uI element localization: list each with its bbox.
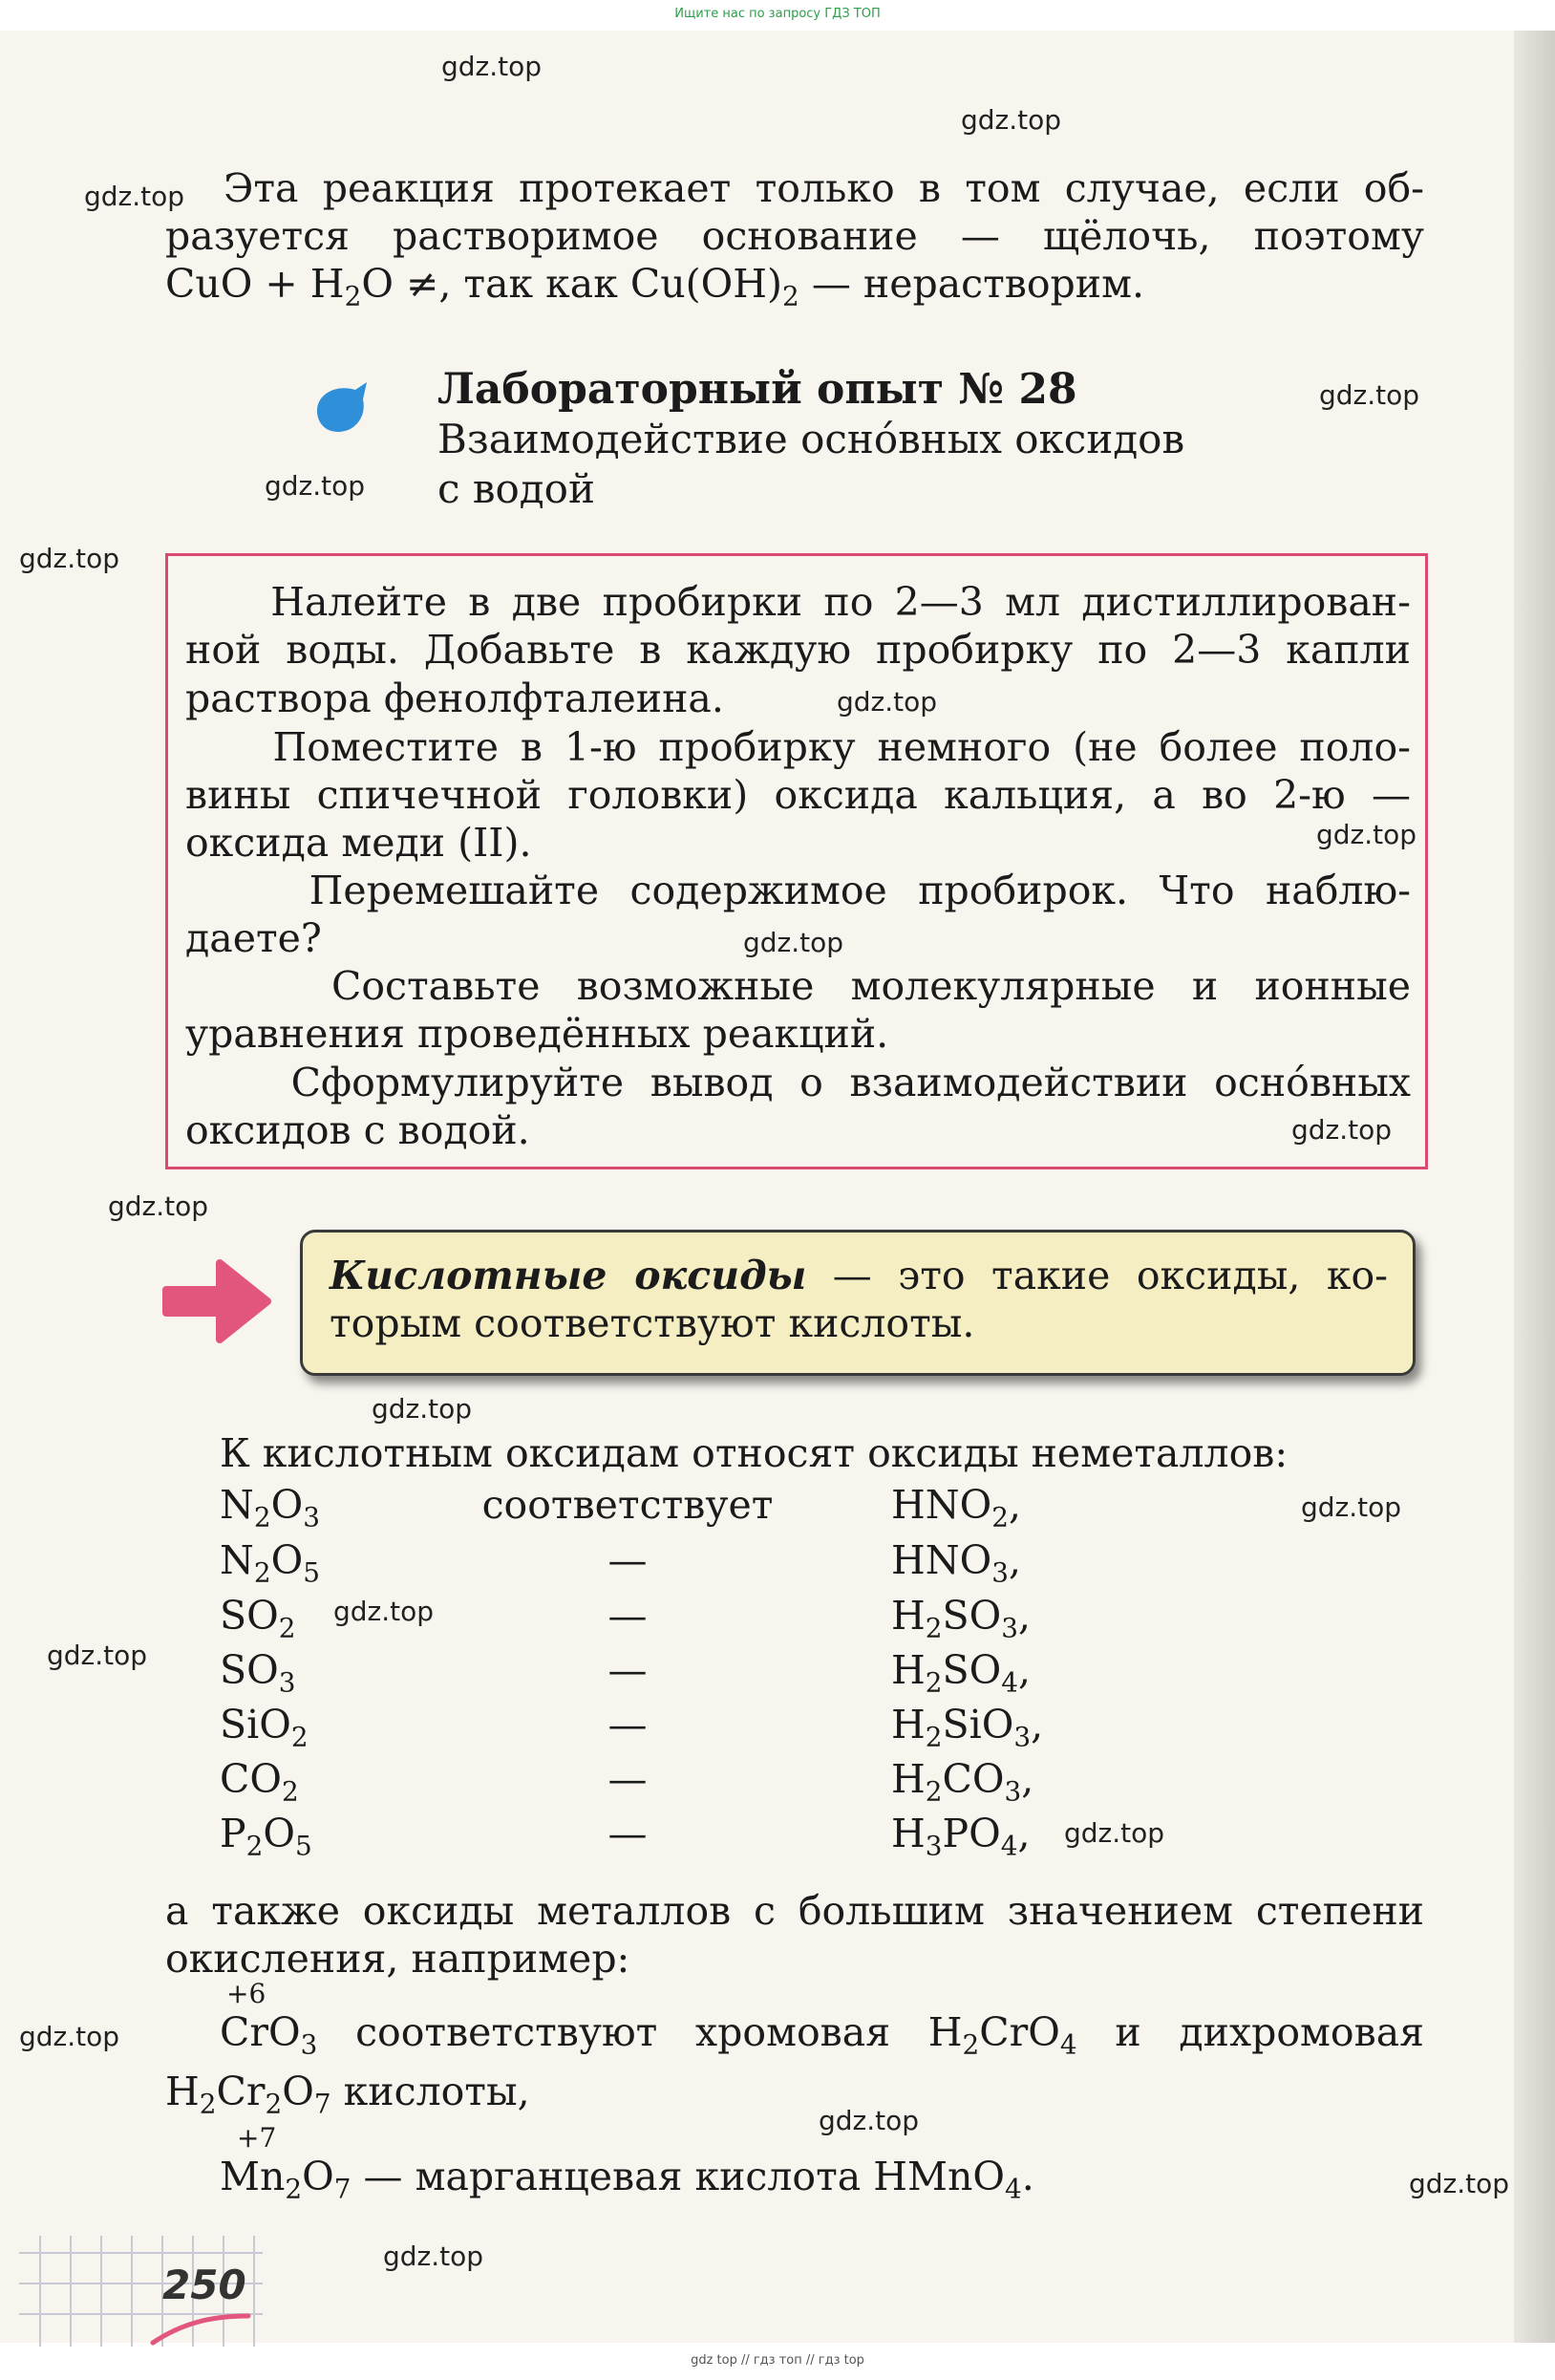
lab-subtitle: Взаимодействие осно́вных оксидов — [437, 416, 1185, 462]
acid-formula: $HNO_3$, — [891, 1537, 1022, 1589]
dash: — — [607, 1702, 648, 1747]
watermark: gdz.top — [1319, 379, 1420, 411]
experiment-drop-icon — [308, 375, 371, 438]
lab-line: Налейте в две пробирки по 2—3 мл дистиллирован- — [185, 579, 1411, 625]
lab-line: оксидов с водой. — [185, 1107, 530, 1153]
watermark: gdz.top — [961, 104, 1062, 136]
acid-formula: $H_2SiO_3$, — [891, 1702, 1044, 1753]
top-banner: Ищите нас по запросу ГДЗ ТОП — [674, 7, 881, 21]
oxidation-state: +7 — [237, 2122, 277, 2154]
watermark: gdz.top — [372, 1393, 473, 1425]
lab-line: Перемешайте содержимое пробирок. Что наблю- — [185, 868, 1411, 913]
watermark: gdz.top — [1291, 1114, 1393, 1146]
definition-line: торым соответствуют кислоты. — [330, 1300, 975, 1346]
dash: — — [607, 1756, 648, 1802]
oxidation-state: +6 — [226, 1978, 266, 2009]
definition-line: Кислотные оксиды — это такие оксиды, ко- — [330, 1253, 1388, 1298]
lab-line: даете? — [185, 915, 322, 961]
acid-formula: $HNO_2$, — [891, 1482, 1022, 1533]
watermark: gdz.top — [1064, 1817, 1165, 1849]
manganese-line: $Mn_2O_7$ — марганцевая кислота HMnO$_4$. — [220, 2154, 1034, 2205]
oxide-formula: $SO_3$ — [220, 1647, 296, 1699]
watermark: gdz.top — [19, 2021, 120, 2052]
definition-box — [300, 1230, 1416, 1376]
watermark: gdz.top — [108, 1190, 209, 1222]
dash: — — [607, 1647, 648, 1693]
lab-line: уравнения проведённых реакций. — [185, 1011, 889, 1057]
dash: — — [607, 1537, 648, 1583]
oxide-formula: $P_2O_5$ — [220, 1811, 312, 1862]
intro-line: разуется растворимое основание — щёлочь, поэтому — [165, 213, 1424, 259]
chromium-line: CrO$_3$ соответствуют хромовая $H_2CrO_4$ и дихромовая — [220, 2009, 1424, 2061]
watermark: gdz.top — [19, 543, 120, 574]
watermark: gdz.top — [47, 1640, 148, 1671]
acid-formula: $H_2SO_4$, — [891, 1647, 1032, 1699]
lab-line: вины спичечной головки) оксида кальция, а во 2-ю — — [185, 772, 1411, 818]
arrow-right-icon — [160, 1254, 275, 1349]
watermark: gdz.top — [837, 686, 938, 718]
dash: — — [607, 1811, 648, 1856]
acidic-intro: К кислотным оксидам относят оксиды неметаллов: — [220, 1430, 1289, 1476]
watermark: gdz.top — [84, 181, 185, 212]
watermark: gdz.top — [441, 51, 543, 82]
oxide-formula: $CO_2$ — [220, 1756, 299, 1808]
watermark: gdz.top — [1301, 1491, 1402, 1523]
acid-formula: $H_2SO_3$, — [891, 1593, 1032, 1644]
metals-line: а также оксиды металлов с большим значением степени — [165, 1888, 1424, 1934]
lab-line: ной воды. Добавьте в каждую пробирку по 2—3 капли — [185, 627, 1411, 673]
lab-subtitle: с водой — [437, 465, 595, 512]
watermark: gdz.top — [819, 2105, 920, 2136]
oxide-formula: $N_2O_3$ — [220, 1482, 320, 1533]
watermark: gdz.top — [743, 927, 844, 958]
dichromic-line: $H_2Cr_2O_7$ кислоты, — [165, 2069, 530, 2120]
intro-line: CuO + $H_2O$ ≠, так как $Cu(OH)_2$ — нерастворим. — [165, 261, 1145, 312]
lab-line: раствора фенолфталеина. — [185, 675, 724, 721]
oxide-formula: SiO$_2$ — [220, 1702, 309, 1753]
page-edge — [1514, 31, 1555, 2343]
lab-line: оксида меди (II). — [185, 820, 532, 866]
lab-line: Поместите в 1-ю пробирку немного (не более поло- — [185, 724, 1411, 770]
metals-line: окисления, например: — [165, 1936, 630, 1982]
intro-line: Эта реакция протекает только в том случае, если об- — [224, 165, 1424, 211]
corresponds-label: соответствует — [481, 1482, 774, 1528]
watermark: gdz.top — [265, 470, 366, 502]
bottom-banner: gdz top // гдз топ // гдз top — [691, 2353, 864, 2368]
dash: — — [607, 1593, 648, 1639]
oxide-formula: $SO_2$ — [220, 1593, 296, 1644]
lab-title: Лабораторный опыт № 28 — [437, 365, 1077, 414]
watermark: gdz.top — [1316, 819, 1417, 850]
lab-line: Сформулируйте вывод о взаимодействии осно́вных — [185, 1060, 1411, 1105]
page-number: 250 — [162, 2262, 246, 2308]
watermark: gdz.top — [333, 1596, 435, 1627]
definition-term: Кислотные оксиды — [330, 1253, 807, 1298]
lab-line: Составьте возможные молекулярные и ионные — [185, 963, 1411, 1009]
watermark: gdz.top — [1409, 2168, 1510, 2199]
lab-instructions-box — [165, 553, 1428, 1169]
oxide-formula: $N_2O_5$ — [220, 1537, 320, 1589]
acid-formula: $H_2CO_3$, — [891, 1756, 1034, 1808]
watermark: gdz.top — [383, 2241, 484, 2272]
acid-formula: $H_3PO_4$, — [891, 1811, 1031, 1862]
